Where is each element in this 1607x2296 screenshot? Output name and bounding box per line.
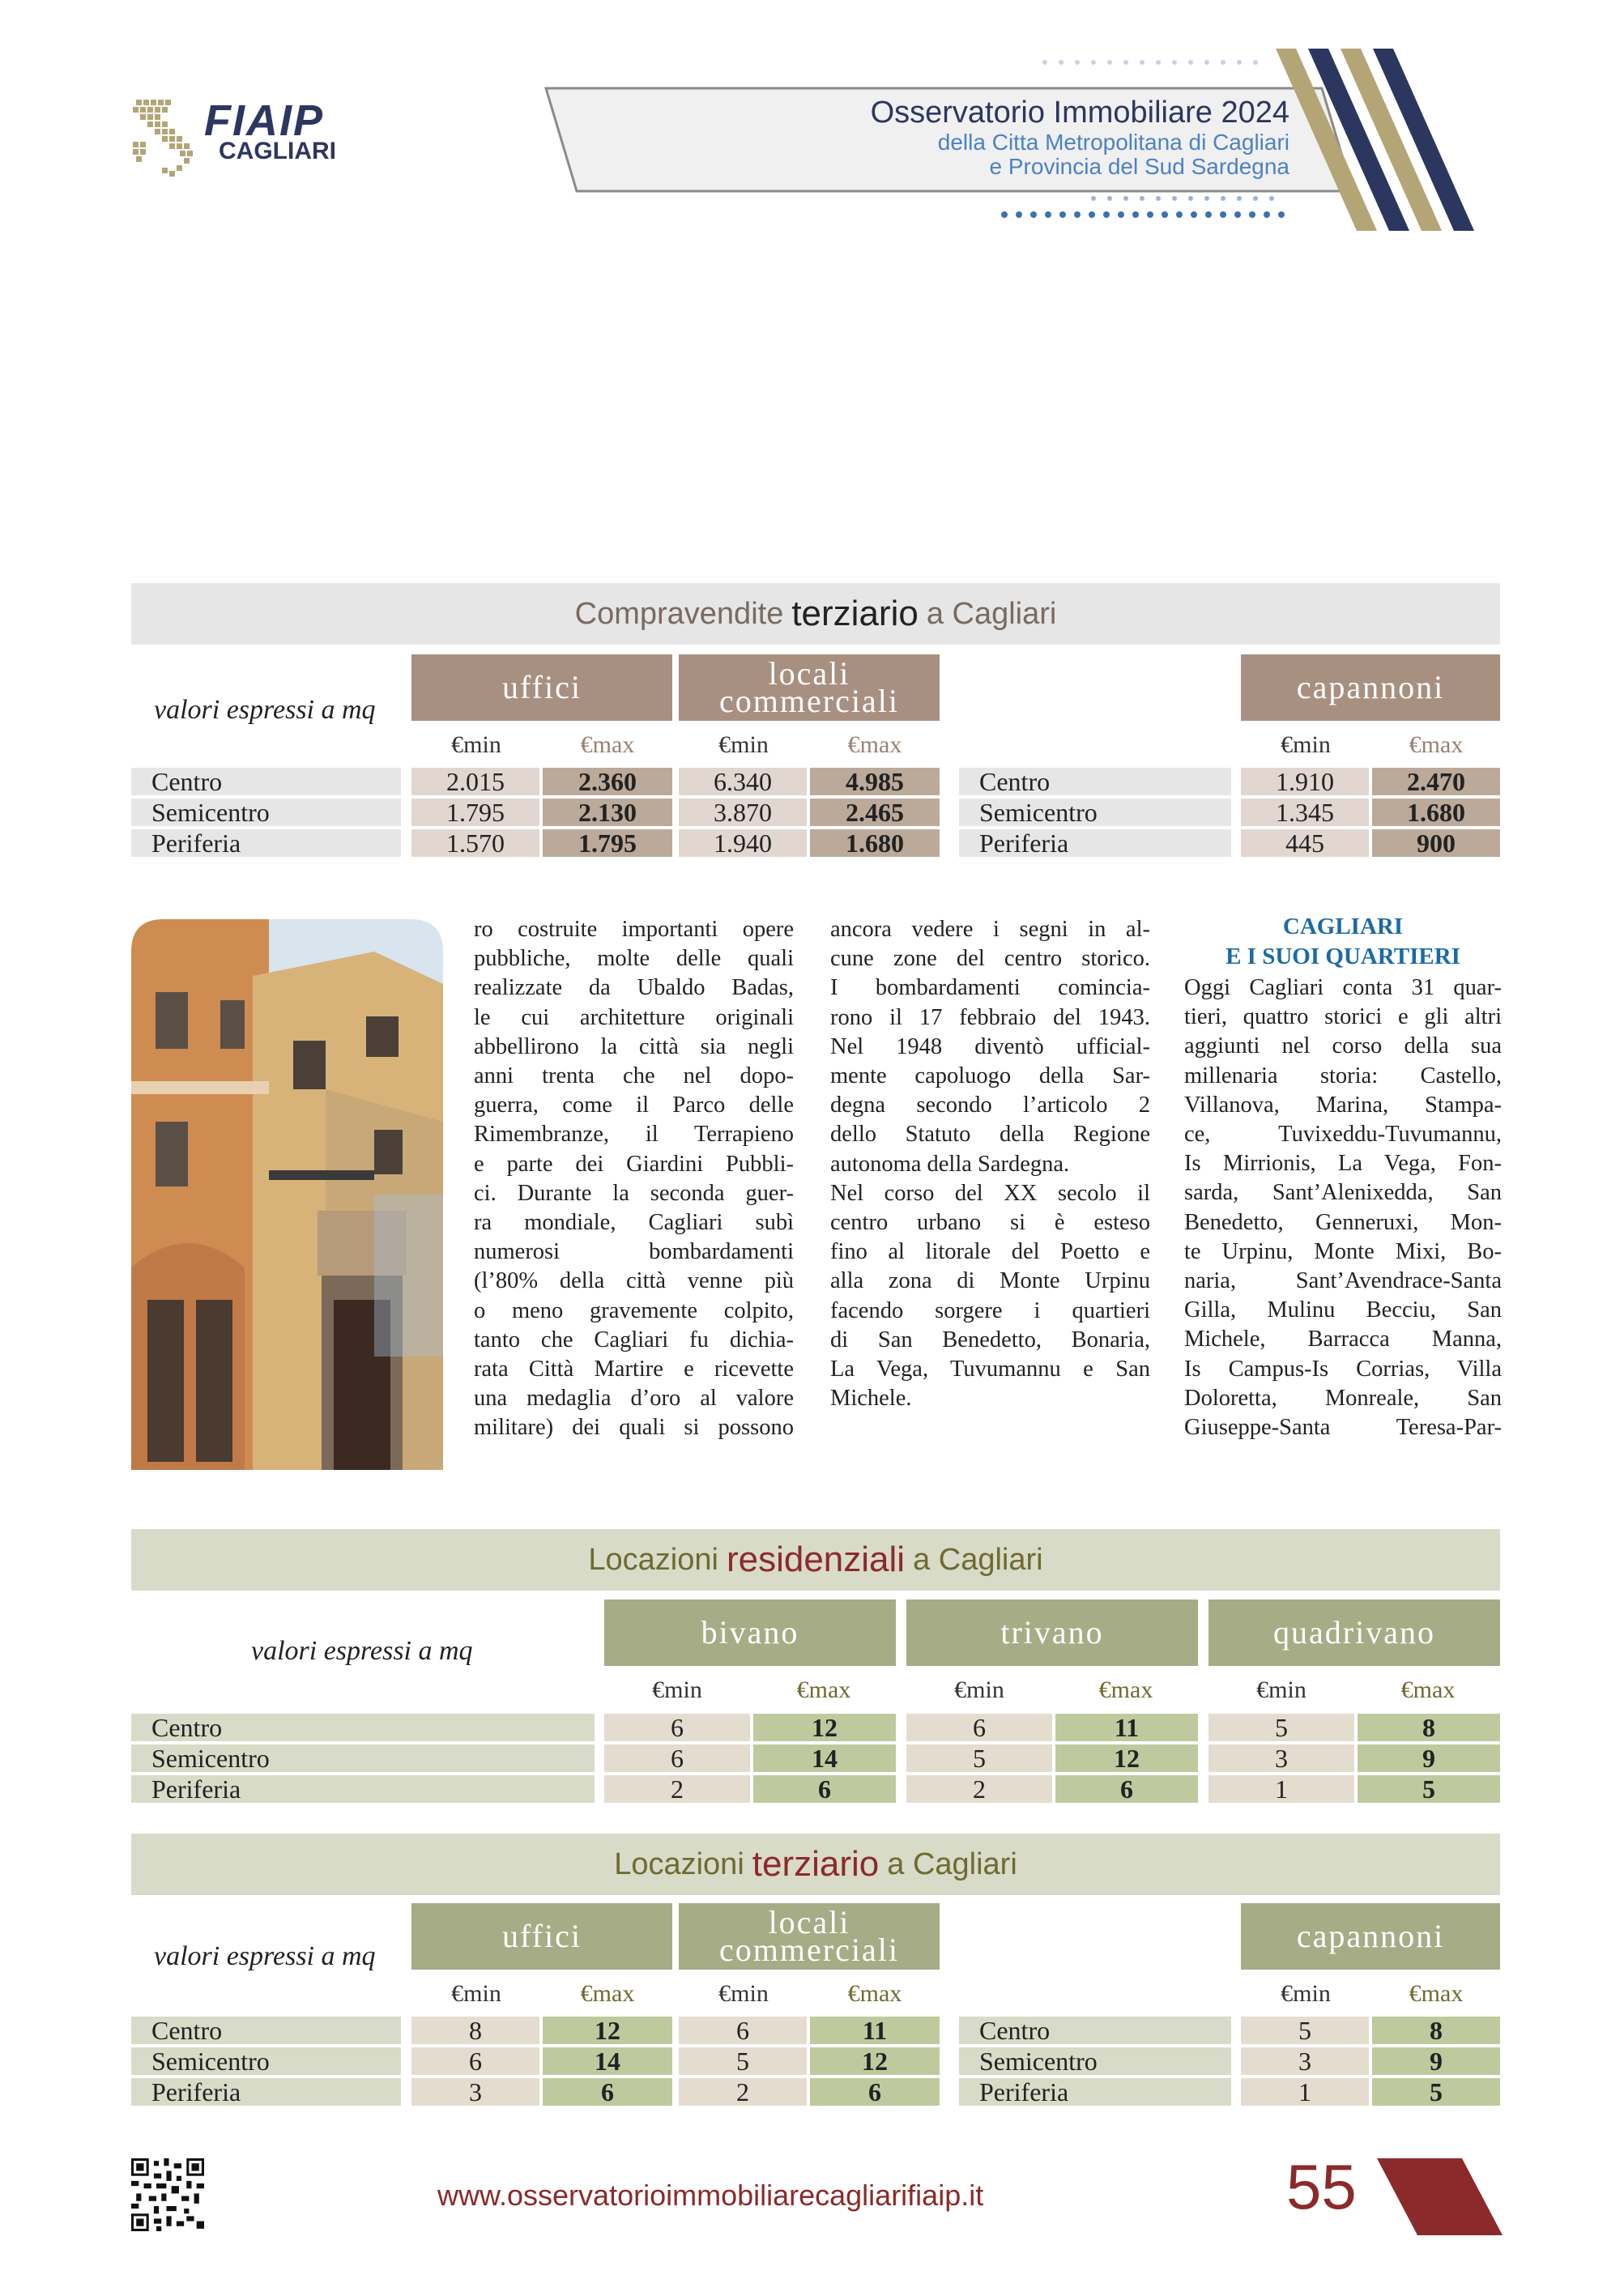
text-line: Michele, Barracca Manna, — [1184, 1327, 1502, 1352]
text-line: ancora vedere i segni in al- — [830, 917, 1150, 942]
text-line: Nel 1948 diventò ufficial- — [830, 1033, 1150, 1059]
table1-head-locali-1: locali — [768, 655, 850, 692]
text-line: fino al litorale del Poetto e — [830, 1239, 1150, 1265]
table1-title — [131, 583, 1500, 645]
table1-cell: 1.940 — [679, 829, 807, 857]
table3-cell: 12 — [810, 2047, 940, 2075]
header-subtitle-2: e Provincia del Sud Sardegna — [989, 154, 1289, 179]
table1-cell: 3.870 — [679, 799, 807, 826]
table3-cell: 9 — [1372, 2047, 1500, 2075]
text-line: Oggi Cagliari conta 31 quar- — [1184, 975, 1502, 1000]
table2-cell: 5 — [1208, 1714, 1354, 1741]
table2-cell: 2 — [604, 1775, 750, 1803]
table2-title-post: a Cagliari — [913, 1542, 1043, 1577]
table1-cell: 2.015 — [411, 768, 539, 795]
table3-cell: 14 — [543, 2047, 672, 2075]
table1-row-zone: Centro — [131, 768, 401, 795]
table3-cell: 2 — [679, 2078, 807, 2106]
table1-title-highlight: terziario — [791, 594, 919, 633]
table3-row-zone-right: Periferia — [959, 2078, 1231, 2106]
text-line: te Urpinu, Monte Mixi, Bo- — [1184, 1238, 1502, 1264]
table1-cell: 2.360 — [543, 768, 672, 795]
table2-cell: 6 — [604, 1714, 750, 1741]
table2-cell: 14 — [753, 1744, 896, 1772]
table2-cell: 9 — [1358, 1744, 1500, 1772]
table1-cell: 1.910 — [1241, 768, 1369, 795]
text-line: autonoma della Sardegna. — [830, 1151, 1070, 1177]
table3-row-zone: Centro — [131, 2017, 401, 2044]
text-line: tieri, quattro storici e gli altri — [1184, 1004, 1502, 1030]
table3-title-pre: Locazioni — [614, 1847, 744, 1881]
text-line: realizzate da Ubaldo Badas, — [474, 975, 794, 1001]
table2-cell: 1 — [1208, 1775, 1354, 1803]
qr-code-icon[interactable] — [131, 2158, 204, 2231]
table3-cell: 6 — [411, 2047, 539, 2075]
table1-head-locali-2: commerciali — [719, 683, 899, 719]
table3-max-label: €max — [847, 1980, 902, 2007]
header-stripes-icon — [996, 45, 1515, 239]
text-line: Giuseppe-Santa Teresa-Par- — [1184, 1415, 1502, 1441]
table1-locali-min-label: €min — [718, 731, 769, 758]
text-line: Nel corso del XX secolo il — [830, 1180, 1150, 1206]
table2-row-zone: Periferia — [131, 1775, 595, 1803]
table2-cell: 6 — [604, 1744, 750, 1772]
table1-uffici-min-label: €min — [451, 731, 501, 758]
text-line: I bombardamenti comincia- — [830, 975, 1150, 1001]
text-line: una medaglia d’oro al valore — [474, 1386, 794, 1412]
table1-cell: 1.795 — [411, 799, 539, 826]
table2-head-bivano: bivano — [604, 1600, 896, 1666]
text-line: pubbliche, molte delle quali — [474, 946, 794, 972]
text-line: Gilla, Mulinu Becciu, San — [1184, 1297, 1502, 1323]
table2-row-zone: Semicentro — [131, 1744, 595, 1772]
table3-head-locali-1: locali — [768, 1904, 850, 1940]
text-line: ci. Durante la seconda guer- — [474, 1180, 794, 1206]
table1-head-locali — [679, 654, 940, 721]
table1-head-uffici: uffici — [411, 654, 672, 721]
logo-city: CAGLIARI — [219, 138, 336, 164]
table1-row-zone-right: Centro — [959, 768, 1231, 795]
table1-cell: 1.795 — [543, 829, 672, 857]
table2-cell: 5 — [906, 1744, 1052, 1772]
table1-cell: 6.340 — [679, 768, 807, 795]
logo-wordmark: FIAIP — [204, 96, 325, 145]
quartieri-heading-2: E I SUOI QUARTIERI — [1225, 944, 1460, 969]
text-line: abbellirono la città sia negli — [474, 1033, 794, 1059]
text-line: dello Statuto della Regione — [830, 1122, 1150, 1148]
table3-min-label: €min — [1281, 1980, 1331, 2007]
table1-cell: 2.465 — [810, 799, 940, 826]
table2-title-highlight: residenziali — [726, 1540, 906, 1579]
table3-row-zone: Semicentro — [131, 2047, 401, 2075]
text-line: Is Mirrionis, La Vega, Fon- — [1184, 1151, 1502, 1177]
table3-title-highlight: terziario — [752, 1844, 880, 1884]
table1-row-zone: Semicentro — [131, 799, 401, 826]
table3-cell: 5 — [1372, 2078, 1500, 2106]
text-line: le cui architetture originali — [474, 1004, 794, 1030]
table3-max-label: €max — [1409, 1980, 1464, 2007]
table2-units-label: valori espressi a mq — [251, 1636, 473, 1666]
text-line: mente capoluogo della Sar- — [830, 1063, 1150, 1089]
table1-cap-max-label: €max — [1409, 731, 1464, 758]
table3-units-label: valori espressi a mq — [154, 1941, 376, 1971]
text-line: Michele. — [830, 1386, 912, 1412]
text-column-2 — [830, 915, 1150, 1413]
table3-title — [131, 1834, 1500, 1895]
table2-cell: 2 — [906, 1775, 1052, 1803]
quartieri-heading-1: CAGLIARI — [1282, 914, 1404, 939]
text-line: Benedetto, Genneruxi, Mon- — [1184, 1209, 1502, 1235]
table3-cell: 8 — [411, 2017, 539, 2044]
table3-row-zone-right: Centro — [959, 2017, 1231, 2044]
italy-map-logo-icon — [130, 93, 215, 182]
table3-cell: 6 — [810, 2078, 940, 2106]
table1-locali-max-label: €max — [847, 731, 902, 758]
table3-min-label: €min — [451, 1980, 501, 2007]
building-photo — [131, 919, 443, 1470]
table2-max-label: €max — [1400, 1676, 1456, 1703]
table3-cell: 3 — [411, 2078, 539, 2106]
table2-min-label: €min — [1256, 1676, 1306, 1703]
footer-website-link[interactable]: www.osservatorioimmobiliarecagliarifiaip.it — [437, 2179, 984, 2212]
table3-head-locali — [679, 1903, 940, 1970]
text-line: (l’80% della città venne più — [474, 1268, 794, 1294]
table1-row-zone-right: Semicentro — [959, 799, 1231, 826]
table1-units-label: valori espressi a mq — [154, 695, 376, 725]
text-line: aggiunti nel corso della sua — [1184, 1033, 1502, 1059]
text-line: rono il 17 febbraio del 1943. — [830, 1004, 1150, 1030]
text-line: o meno gravemente colpito, — [474, 1297, 794, 1323]
text-column-3 — [1184, 973, 1502, 1442]
table2-cell: 6 — [906, 1714, 1052, 1741]
table2-max-label: €max — [796, 1676, 851, 1703]
table3-max-label: €max — [580, 1980, 635, 2007]
text-line: Is Campus-Is Corrias, Villa — [1184, 1356, 1502, 1382]
text-line: numerosi bombardamenti — [474, 1239, 794, 1265]
text-line: Doloretta, Monreale, San — [1184, 1385, 1502, 1411]
table3-cell: 6 — [679, 2017, 807, 2044]
table3-head-uffici: uffici — [411, 1903, 672, 1970]
table2-cell: 8 — [1358, 1714, 1500, 1741]
table1-row-zone-right: Periferia — [959, 829, 1231, 857]
table1-cell: 1.680 — [810, 829, 940, 857]
table2-title-pre: Locazioni — [588, 1542, 718, 1577]
table3-min-label: €min — [718, 1980, 769, 2007]
table3-head-capannoni: capannoni — [1241, 1903, 1500, 1970]
table2-row-zone: Centro — [131, 1714, 595, 1741]
text-line: degna secondo l’articolo 2 — [830, 1093, 1150, 1118]
text-line: alla zona di Monte Urpinu — [830, 1268, 1150, 1294]
table3-cell: 1 — [1241, 2078, 1369, 2106]
table3-cell: 3 — [1241, 2047, 1369, 2075]
table3-cell: 5 — [679, 2047, 807, 2075]
table1-cell: 1.345 — [1241, 799, 1369, 826]
table2-max-label: €max — [1098, 1676, 1153, 1703]
text-line: centro urbano si è esteso — [830, 1210, 1150, 1236]
text-line: e parte dei Giardini Pubbli- — [474, 1151, 794, 1177]
table1-cell: 1.570 — [411, 829, 539, 857]
table3-cell: 12 — [543, 2017, 672, 2044]
header-subtitle-1: della Citta Metropolitana di Cagliari — [937, 130, 1289, 155]
table3-row-zone: Periferia — [131, 2078, 401, 2106]
table2-cell: 12 — [753, 1714, 896, 1741]
table3-row-zone-right: Semicentro — [959, 2047, 1231, 2075]
table2-cell: 6 — [1055, 1775, 1198, 1803]
table2-head-quadrivano: quadrivano — [1208, 1600, 1500, 1666]
table2-cell: 3 — [1208, 1744, 1354, 1772]
table3-head-locali-2: commerciali — [719, 1932, 899, 1968]
table2-title — [131, 1529, 1500, 1591]
page-number: 55 — [1286, 2151, 1357, 2222]
table2-cell: 5 — [1358, 1775, 1500, 1803]
text-line: rata Città Martire e ricevette — [474, 1357, 794, 1382]
table1-uffici-max-label: €max — [580, 731, 635, 758]
text-line: ce, Tuvixeddu-Tuvumannu, — [1184, 1122, 1502, 1148]
text-line: La Vega, Tuvumannu e San — [830, 1357, 1150, 1382]
table1-title-post: a Cagliari — [926, 596, 1057, 631]
table2-min-label: €min — [954, 1676, 1004, 1703]
text-line: naria, Sant’Avendrace-Santa — [1184, 1268, 1502, 1294]
table1-cell: 2.470 — [1372, 768, 1500, 795]
table1-cell: 2.130 — [543, 799, 672, 826]
table2-head-trivano: trivano — [906, 1600, 1198, 1666]
page-corner-shape-icon — [1377, 2158, 1503, 2235]
text-line: cune zone del centro storico. — [830, 946, 1150, 972]
table1-cell: 900 — [1372, 829, 1500, 857]
text-line: di San Benedetto, Bonaria, — [830, 1327, 1150, 1352]
table1-cap-min-label: €min — [1281, 731, 1331, 758]
table2-cell: 11 — [1055, 1714, 1198, 1741]
table1-title-pre: Compravendite — [574, 596, 784, 631]
text-line: sarda, Sant’Alenixedda, San — [1184, 1180, 1502, 1206]
header-title: Osservatorio Immobiliare 2024 — [870, 96, 1289, 130]
table3-cell: 6 — [543, 2078, 672, 2106]
table1-cell: 445 — [1241, 829, 1369, 857]
text-line: ra mondiale, Cagliari subì — [474, 1210, 794, 1236]
table3-cell: 8 — [1372, 2017, 1500, 2044]
text-line: Rimembranze, il Terrapieno — [474, 1122, 794, 1148]
table2-cell: 12 — [1055, 1744, 1198, 1772]
table1-row-zone: Periferia — [131, 829, 401, 857]
text-line: ro costruite importanti opere — [474, 917, 794, 942]
table2-cell: 6 — [753, 1775, 896, 1803]
text-line: anni trenta che nel dopo- — [474, 1063, 794, 1089]
text-line: millenaria storia: Castello, — [1184, 1063, 1502, 1088]
table3-cell: 11 — [810, 2017, 940, 2044]
text-line: tanto che Cagliari fu dichia- — [474, 1327, 794, 1352]
text-line: guerra, come il Parco delle — [474, 1093, 794, 1118]
table1-cell: 4.985 — [810, 768, 940, 795]
table3-cell: 5 — [1241, 2017, 1369, 2044]
table1-head-capannoni: capannoni — [1241, 654, 1500, 721]
text-line: Villanova, Marina, Stampa- — [1184, 1092, 1502, 1118]
table1-cell: 1.680 — [1372, 799, 1500, 826]
text-line: facendo sorgere i quartieri — [830, 1297, 1150, 1323]
text-column-1 — [474, 915, 794, 1443]
table2-min-label: €min — [652, 1676, 702, 1703]
table3-title-post: a Cagliari — [887, 1847, 1017, 1881]
text-line: militare) dei quali si possono — [474, 1415, 794, 1441]
